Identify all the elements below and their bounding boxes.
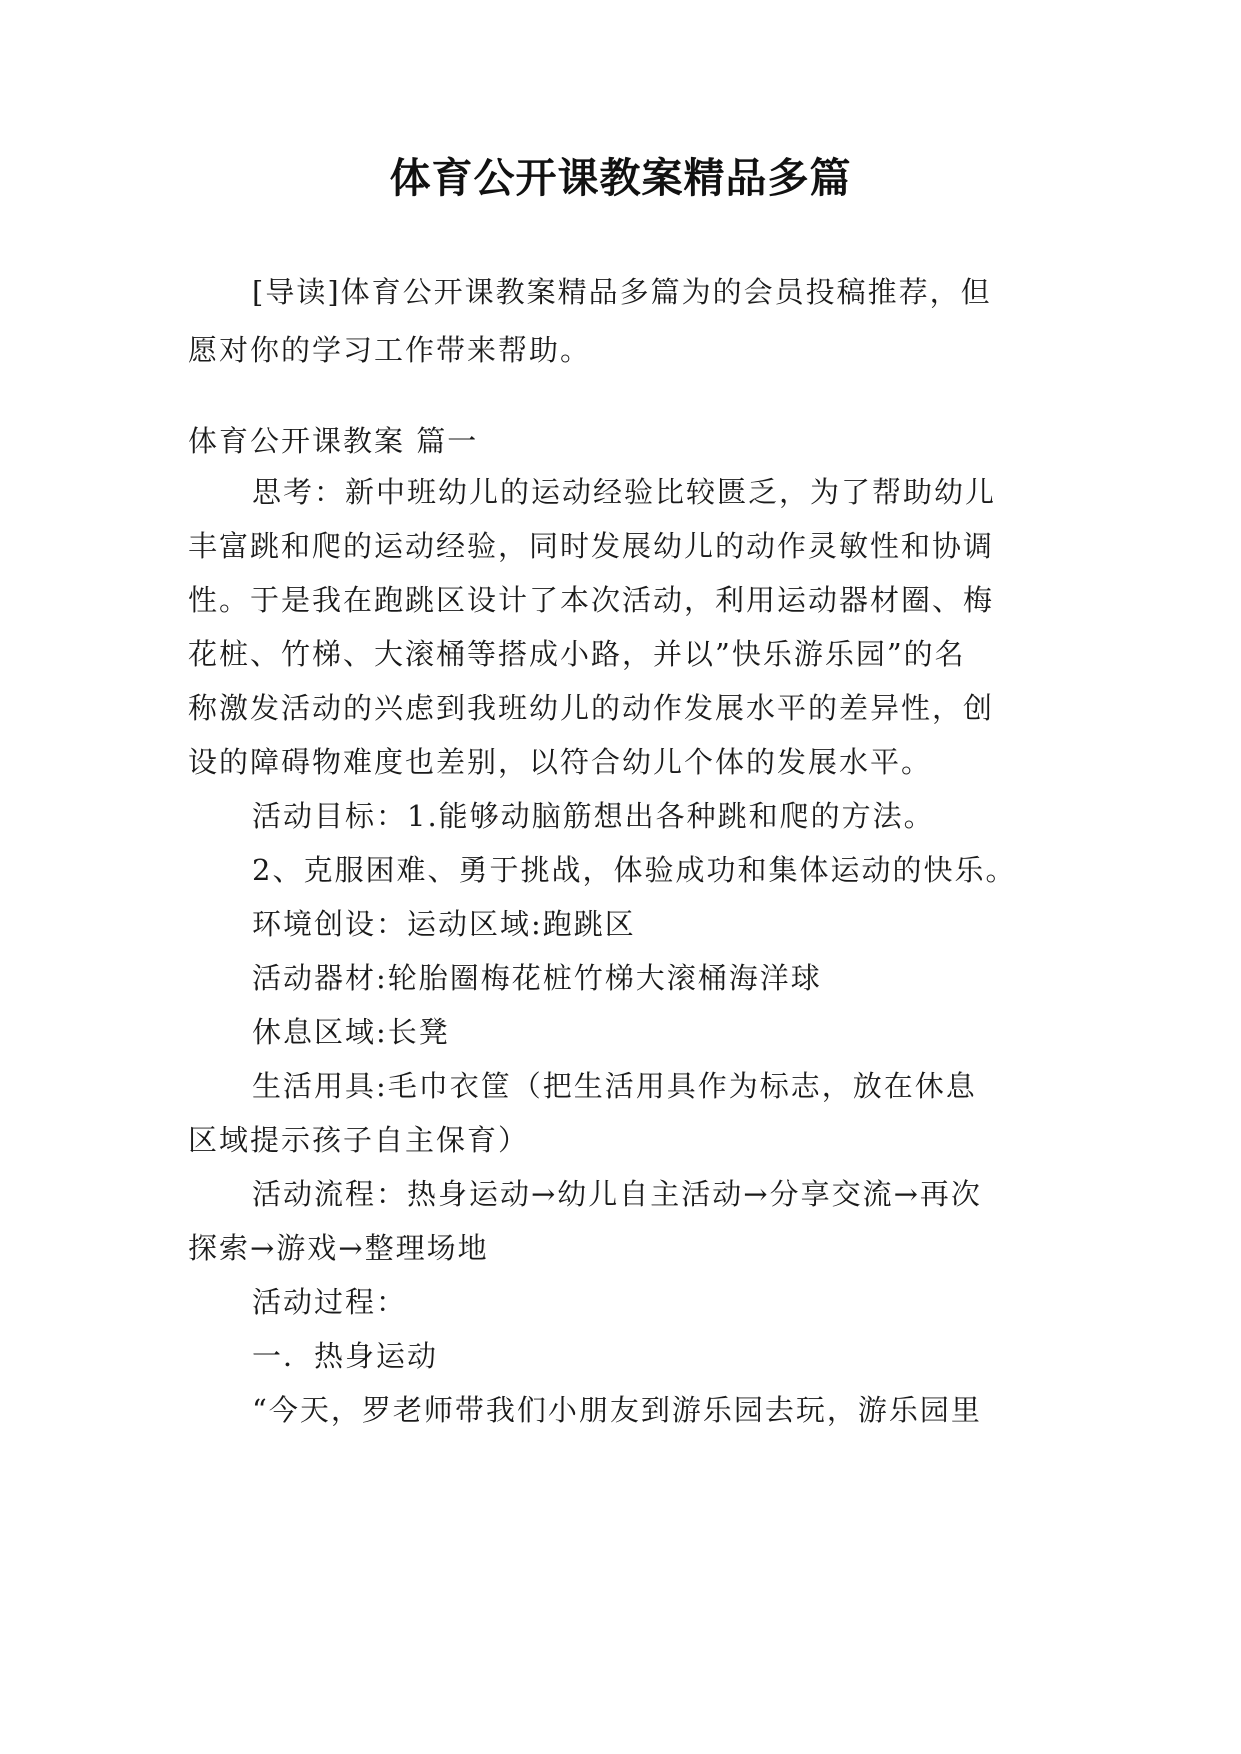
intro-line-2: 愿对你的学习工作带来帮助。 [188, 333, 592, 367]
body-line: 性。于是我在跑跳区设计了本次活动，利用运动器材圈、梅 [188, 583, 995, 617]
body-line: 称激发活动的兴虑到我班幼儿的动作发展水平的差异性，创 [188, 691, 995, 725]
body-line: 活动流程：热身运动→幼儿自主活动→分享交流→再次 [252, 1177, 982, 1211]
body-line: 活动器材:轮胎圈梅花桩竹梯大滚桶海洋球 [252, 961, 822, 995]
intro-line-1: [导读]体育公开课教案精品多篇为的会员投稿推荐，但 [252, 275, 992, 309]
body-line: 区域提示孩子自主保育） [188, 1123, 530, 1157]
body-line: 丰富跳和爬的运动经验，同时发展幼儿的动作灵敏性和协调 [188, 529, 995, 563]
body-line: 休息区域:长凳 [252, 1015, 450, 1049]
body-line: 生活用具:毛巾衣筐（把生活用具作为标志，放在休息 [252, 1069, 977, 1103]
body-line: 环境创设：运动区域:跑跳区 [252, 907, 636, 941]
body-line: 思考：新中班幼儿的运动经验比较匮乏，为了帮助幼儿 [252, 475, 997, 509]
body-line: 一．热身运动 [252, 1339, 439, 1373]
section-heading: 体育公开课教案 篇一 [188, 424, 479, 458]
body-line: 探索→游戏→整理场地 [188, 1231, 489, 1265]
body-line: 设的障碍物难度也差别，以符合幼儿个体的发展水平。 [188, 745, 933, 779]
body-line: 花桩、竹梯、大滚桶等搭成小路，并以”快乐游乐园”的名 [188, 637, 966, 671]
document-title: 体育公开课教案精品多篇 [389, 154, 852, 202]
body-line: 活动过程： [252, 1285, 408, 1319]
body-line: “今天，罗老师带我们小朋友到游乐园去玩，游乐园里 [252, 1393, 982, 1427]
body-line: 2、克服困难、勇于挑战，体验成功和集体运动的快乐。 [252, 853, 1017, 887]
body-line: 活动目标：1.能够动脑筋想出各种跳和爬的方法。 [252, 799, 935, 833]
